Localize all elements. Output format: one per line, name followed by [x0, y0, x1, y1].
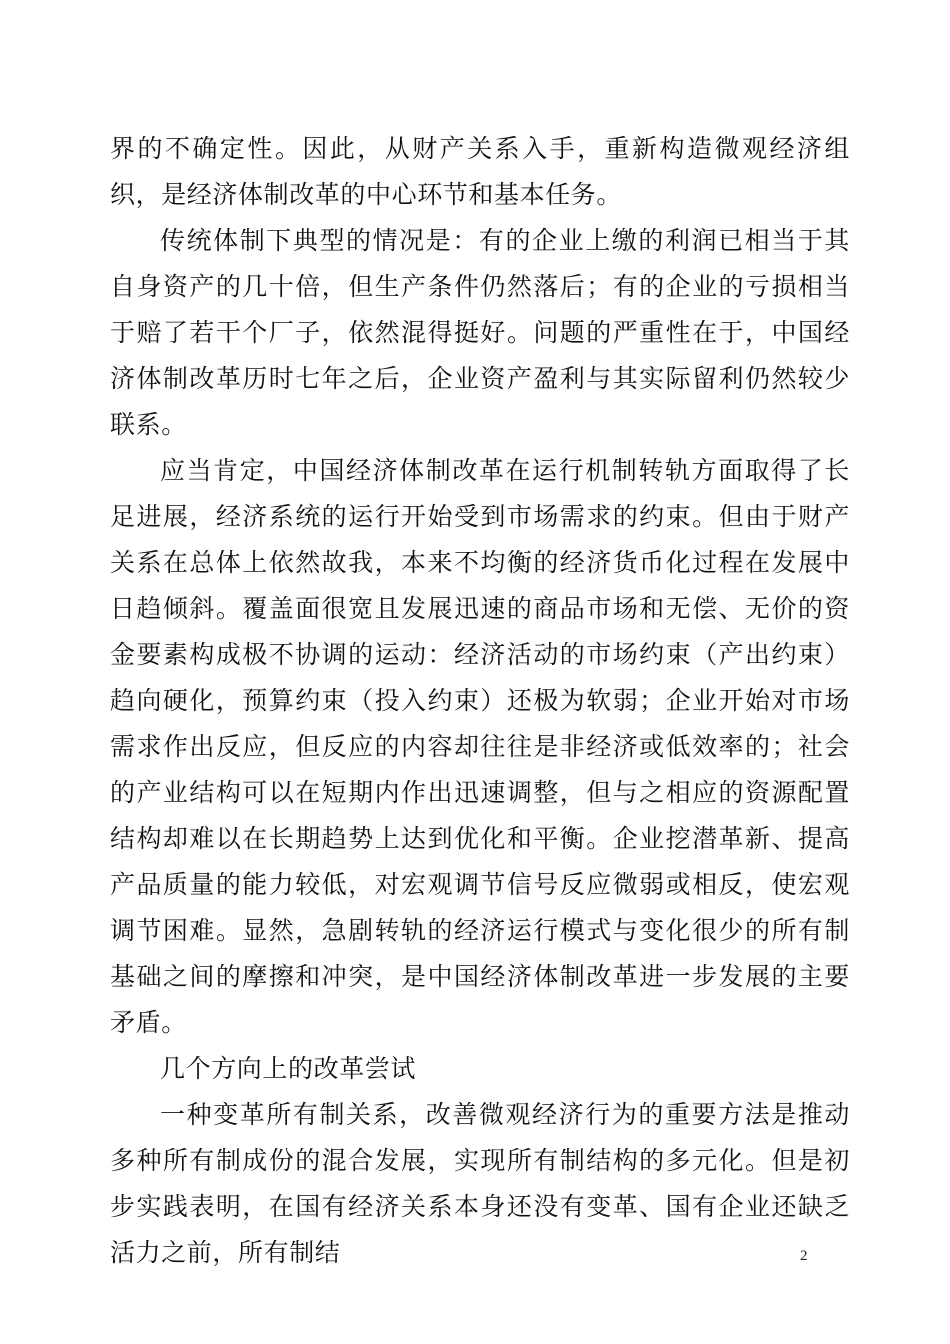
page-number: 2: [800, 1248, 808, 1264]
paragraph-2: 传统体制下典型的情况是：有的企业上缴的利润已相当于其自身资产的几十倍，但生产条件仍然落后；有的企业的亏损相当于赔了若干个厂子，依然混得挺好。问题的严重性在于，中国经济体制改革历时七年之后，企业资产盈利与其实际留利仍然较少联系。: [110, 226, 850, 439]
paragraph-3: 应当肯定，中国经济体制改革在运行机制转轨方面取得了长足进展，经济系统的运行开始受到市场需求的约束。但由于财产关系在总体上依然故我，本来不均衡的经济货币化过程在发展中日趋倾斜。覆盖面很宽且发展迅速的商品市场和无偿、无价的资金要素构成极不协调的运动：经济活动的市场约束（产出约束）趋向硬化，预算约束（投入约束）还极为软弱；企业开始对市场需求作出反应，但反应的内容却往往是非经济或低效率的；社会的产业结构可以在短期内作出迅速调整，但与之相应的资源配置结构却难以在长期趋势上达到优化和平衡。企业挖潜革新、提高产品质量的能力较低，对宏观调节信号反应微弱或相反，使宏观调节困难。显然，急剧转轨的经济运行模式与变化很少的所有制基础之间的摩擦和冲突，是中国经济体制改革进一步发展的主要矛盾。: [110, 456, 850, 1037]
paragraph-4: 一种变革所有制关系，改善微观经济行为的重要方法是推动多种所有制成份的混合发展，实现所有制结构的多元化。但是初步实践表明，在国有经济关系本身还没有变革、国有企业还缺乏活力之前，所有制结: [110, 1100, 850, 1267]
document-body: [110, 126, 850, 1276]
section-heading: 几个方向上的改革尝试: [160, 1054, 417, 1083]
paragraph-1: 界的不确定性。因此，从财产关系入手，重新构造微观经济组织，是经济体制改革的中心环节和基本任务。: [110, 134, 850, 209]
